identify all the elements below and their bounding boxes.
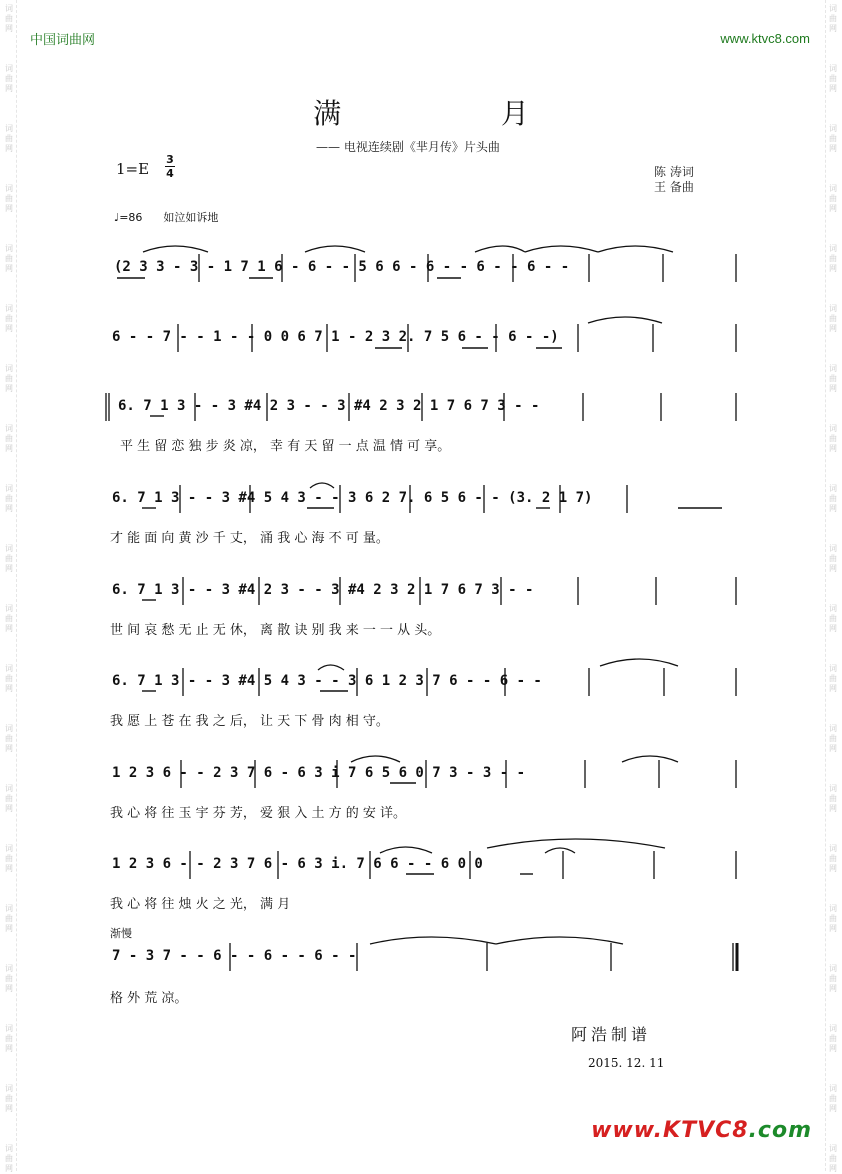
composer-credit: 王 备曲 [654,180,694,194]
watermark-glyphs: 词 曲 网 [5,844,13,873]
watermark-glyphs: 词 曲 网 [5,724,13,753]
lyrics-row-6: 我 愿 上 苍 在 我 之 后， 让 天 下 骨 肉 相 守。 [110,714,389,729]
watermark-glyphs: 词 曲 网 [5,544,13,573]
subtitle: —— 电视连续剧《芈月传》片头曲 [316,140,500,154]
watermark-glyphs: 词 曲 网 [829,904,837,933]
watermark-glyphs: 词 曲 网 [5,124,13,153]
watermark-glyphs: 词 曲 网 [829,1084,837,1113]
lyricist-credit: 陈 涛词 [654,165,694,179]
watermark-glyphs: 词 曲 网 [829,124,837,153]
logo-suffix: .com [748,1118,812,1143]
site-logo[interactable] [591,1118,812,1143]
watermark-glyphs: 词 曲 网 [829,784,837,813]
watermark-glyphs: 词 曲 网 [5,904,13,933]
watermark-glyphs: 词 曲 网 [829,664,837,693]
lyrics-row-9: 格 外 荒 凉。 [110,991,188,1006]
key-signature: 1=E [116,160,150,178]
notation-row-4: 6. 7 1 3 - - 3 #4 5 4 3 - - 3 6 2 7. 6 5 6 - - (3. 2 1 7) [112,490,593,506]
lyrics-row-4: 才 能 面 向 黄 沙 千 丈， 涌 我 心 海 不 可 量。 [110,531,389,546]
notation-row-1: (2 3 3 - 3 - 1 7 1 6 - 6 - - 5 6 6 - 6 - - 6 - - 6 - - [114,259,570,275]
watermark-glyphs: 词 曲 网 [5,484,13,513]
time-top: 3 [166,153,174,166]
watermark-glyphs: 词 曲 网 [829,544,837,573]
watermark-glyphs: 词 曲 网 [829,1024,837,1053]
lyrics-row-8: 我 心 将 往 烛 火 之 光， 满 月 [110,897,291,912]
watermark-glyphs: 词 曲 网 [5,364,13,393]
watermark-glyphs: 词 曲 网 [829,364,837,393]
watermark-glyphs: 词 曲 网 [829,304,837,333]
watermark-glyphs: 词 曲 网 [829,964,837,993]
notation-row-2: 6 - - 7 - - 1 - - 0 0 6 7 1 - 2 3 2. 7 5 6 - - 6 - -) [112,329,559,345]
watermark-glyphs: 词 曲 网 [829,1144,837,1173]
watermark-glyphs: 词 曲 网 [5,64,13,93]
notation-row-8: 1 2 3 6 - - 2 3 7 6 - 6 3 i. 7 6 6 - - 6 0 0 [112,856,483,872]
arranger-credit: 阿浩制谱 [571,1025,652,1044]
time-bottom: 4 [166,167,174,180]
tempo-value: ♩=86 [114,211,143,224]
notation-row-9: 7 - 3 7 - - 6 - - 6 - - 6 - - [112,948,357,964]
watermark-glyphs: 词 曲 网 [5,964,13,993]
watermark-glyphs: 词 曲 网 [5,4,13,33]
watermark-glyphs: 词 曲 网 [5,1024,13,1053]
watermark-glyphs: 词 曲 网 [5,244,13,273]
watermark-glyphs: 词 曲 网 [5,304,13,333]
watermark-glyphs: 词 曲 网 [829,64,837,93]
watermark-glyphs: 词 曲 网 [829,4,837,33]
ritardando-mark: 渐慢 [110,927,132,940]
watermark-glyphs: 词 曲 网 [5,184,13,213]
watermark-glyphs: 词 曲 网 [5,604,13,633]
site-url[interactable]: www.ktvc8.com [720,31,810,46]
watermark-glyphs: 词 曲 网 [829,424,837,453]
logo-brand: KTVC8 [663,1118,749,1143]
watermark-glyphs: 词 曲 网 [829,244,837,273]
lyrics-row-5: 世 间 哀 愁 无 止 无 休， 离 散 诀 别 我 来 一 一 从 头。 [110,623,441,638]
notation-row-6: 6. 7 1 3 - - 3 #4 5 4 3 - - 3 6 1 2 3 7 6 - - 6 - - [112,673,542,689]
site-name[interactable]: 中国词曲网 [30,32,96,47]
watermark-glyphs: 词 曲 网 [5,424,13,453]
notation-row-3: 6. 7 1 3 - - 3 #4 2 3 - - 3 #4 2 3 2 1 7 6 7 3 - - [118,398,540,414]
notation-row-7: 1 2 3 6 - - 2 3 7 6 - 6 3 i 7 6 5 6 0 7 3 - 3 - - [112,765,526,781]
watermark-glyphs: 词 曲 网 [5,1144,13,1173]
tempo-expression: 如泣如诉地 [163,211,219,224]
watermark-glyphs: 词 曲 网 [5,784,13,813]
lyrics-row-7: 我 心 将 往 玉 宇 芬 芳， 爱 狠 入 土 方 的 安 详。 [110,806,406,821]
lyrics-row-3: 平 生 留 恋 独 步 炎 凉， 幸 有 天 留 一 点 温 情 可 享。 [120,439,451,454]
watermark-glyphs: 词 曲 网 [829,184,837,213]
watermark-glyphs: 词 曲 网 [829,724,837,753]
watermark-glyphs: 词 曲 网 [829,604,837,633]
logo-prefix: www. [591,1118,664,1143]
title-right-char: 月 [500,97,529,130]
notation-row-5: 6. 7 1 3 - - 3 #4 2 3 - - 3 #4 2 3 2 1 7 6 7 3 - - [112,582,534,598]
title-left-char: 满 [313,97,342,130]
watermark-glyphs: 词 曲 网 [829,484,837,513]
arrangement-date: 2015. 12. 11 [588,1056,665,1070]
watermark-glyphs: 词 曲 网 [5,664,13,693]
watermark-glyphs: 词 曲 网 [5,1084,13,1113]
watermark-glyphs: 词 曲 网 [829,844,837,873]
